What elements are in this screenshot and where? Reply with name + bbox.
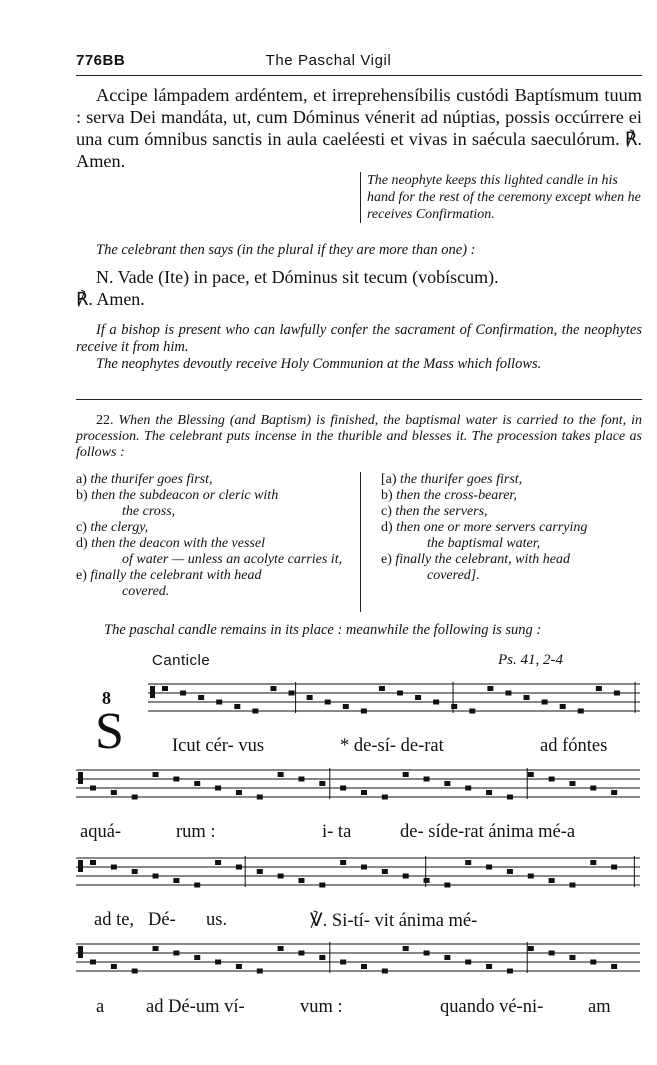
neume	[403, 772, 409, 777]
chant-syllables: am	[588, 997, 611, 1017]
neume	[289, 691, 295, 696]
prayer-paragraph: Accipe lámpadem ardéntem, et irreprehensíbilis custódi Baptísmum tuum : serva Dei mandáta, ut, cum Dóminus vénerit ad núptias, possis occúrrere ei una cum ómnibus sanctis in aula caeléesti et vivas in saécula saeculórum. ℟. Amen.	[76, 85, 642, 171]
neume	[307, 695, 313, 700]
neume	[415, 695, 421, 700]
clef	[150, 686, 155, 698]
chant-syllables: aquá-	[80, 822, 122, 842]
neume	[361, 964, 367, 969]
neume	[596, 686, 602, 691]
neume	[153, 772, 159, 777]
neume	[549, 878, 555, 883]
clef	[78, 860, 83, 872]
rubric-communion: The neophytes devoutly receive Holy Communion at the Mass which follows.	[96, 356, 542, 372]
neume	[465, 786, 471, 791]
neume	[257, 869, 263, 874]
neume	[611, 865, 617, 870]
neume	[444, 781, 450, 786]
neume	[278, 946, 284, 951]
neume	[216, 700, 222, 705]
neume	[549, 951, 555, 956]
neume	[270, 686, 276, 691]
procession-right-item: d) then one or more servers carrying the baptismal water,	[381, 520, 588, 551]
neume	[343, 704, 349, 709]
neume	[180, 691, 186, 696]
neume	[194, 955, 200, 960]
neume	[236, 865, 242, 870]
neume	[236, 964, 242, 969]
psalm-reference: Ps. 41, 2-4	[498, 652, 563, 668]
page-number: 776BB	[76, 52, 126, 69]
neume	[424, 951, 430, 956]
neume	[465, 960, 471, 965]
chant-syllables: quando vé-ni-	[440, 997, 544, 1017]
neume	[340, 786, 346, 791]
chant-syllables: i- ta	[322, 822, 352, 842]
canticle-label: Canticle	[152, 652, 211, 669]
neume	[397, 691, 403, 696]
side-note: The neophyte keeps this lighted candle in his hand for the rest of the ceremony except when he receives Confirmation.	[360, 172, 642, 223]
neume	[590, 786, 596, 791]
mode-number: 8	[102, 688, 111, 708]
neume	[487, 686, 493, 691]
neume	[111, 964, 117, 969]
neume	[578, 709, 584, 714]
neume	[424, 777, 430, 782]
neume	[528, 874, 534, 879]
vade-line: N. Vade (Ite) in pace, et Dóminus sit tecum (vobíscum).	[96, 267, 499, 287]
neume	[528, 946, 534, 951]
drop-cap: S	[95, 703, 124, 760]
neume	[451, 704, 457, 709]
neume	[507, 969, 513, 974]
procession-right-item: e) finally the celebrant, with head covered].	[381, 552, 570, 583]
neume	[361, 865, 367, 870]
neume	[379, 686, 385, 691]
neume	[173, 777, 179, 782]
procession-right-item: [a) the thurifer goes first,	[381, 472, 523, 487]
neume	[444, 883, 450, 888]
neume	[486, 790, 492, 795]
neume	[524, 695, 530, 700]
neume	[215, 960, 221, 965]
neume	[298, 878, 304, 883]
neume	[507, 795, 513, 800]
neume	[444, 955, 450, 960]
neume	[403, 946, 409, 951]
neume	[257, 969, 263, 974]
rubric-bishop: If a bishop is present who can lawfully confer the sacrament of Confirmation, the neophytes receive it from him.	[76, 322, 642, 355]
procession-left-item: c) the clergy,	[76, 520, 149, 535]
neume	[361, 790, 367, 795]
chant-syllables: ℣. Si-tí- vit ánima mé-	[310, 911, 478, 931]
chant-syllables: a	[96, 997, 105, 1017]
neume	[90, 786, 96, 791]
neume	[278, 772, 284, 777]
neume	[153, 946, 159, 951]
rubric-celebrant: The celebrant then says (in the plural if they are more than one) :	[96, 242, 476, 258]
neume	[361, 709, 367, 714]
neume	[590, 860, 596, 865]
section-22-number: 22.	[96, 413, 114, 428]
procession-left-item: a) the thurifer goes first,	[76, 472, 213, 487]
neume	[90, 860, 96, 865]
neume	[469, 709, 475, 714]
neume	[340, 960, 346, 965]
procession-left-item: e) finally the celebrant with head covered.	[76, 568, 262, 599]
chant-syllables: ad fóntes	[540, 736, 608, 756]
neume	[382, 795, 388, 800]
chant-syllables: * de-sí- de-rat	[340, 736, 444, 756]
neume	[486, 865, 492, 870]
neume	[194, 883, 200, 888]
neume	[234, 704, 240, 709]
neume	[319, 883, 325, 888]
neume	[433, 700, 439, 705]
neume	[569, 781, 575, 786]
neume	[486, 964, 492, 969]
rubric-paschal: The paschal candle remains in its place : meanwhile the following is sung :	[104, 622, 542, 638]
neume	[560, 704, 566, 709]
neume	[215, 860, 221, 865]
neume	[382, 969, 388, 974]
chant-syllables: vum :	[300, 997, 343, 1017]
neume	[424, 878, 430, 883]
procession-right-item: c) then the servers,	[381, 504, 488, 519]
neume	[507, 869, 513, 874]
neume	[298, 951, 304, 956]
neume	[132, 969, 138, 974]
chant-syllables: ad te,	[94, 910, 135, 930]
neume	[549, 777, 555, 782]
neume	[569, 883, 575, 888]
neume	[173, 951, 179, 956]
clef	[78, 946, 83, 958]
neume	[590, 960, 596, 965]
neume	[505, 691, 511, 696]
section-22: 22. When the Blessing (and Baptism) is finished, the baptismal water is carried to the font, in procession. The celebrant puts incense in the thurible and blesses it. The procession takes place as follows :	[76, 413, 642, 460]
neume	[614, 691, 620, 696]
vade-response: ℟. Amen.	[76, 289, 145, 309]
running-title: The Paschal Vigil	[265, 52, 392, 69]
clef	[78, 772, 83, 784]
neume	[236, 790, 242, 795]
procession-left-item: b) then the subdeacon or cleric with the cross,	[76, 488, 279, 519]
neume	[528, 772, 534, 777]
neume	[278, 874, 284, 879]
chant-syllables: de- síde-rat ánima mé-a	[400, 822, 576, 842]
chant-syllables: rum :	[176, 822, 216, 842]
procession-right-item: b) then the cross-bearer,	[381, 488, 517, 503]
neume	[542, 700, 548, 705]
neume	[198, 695, 204, 700]
neume	[611, 964, 617, 969]
neume	[90, 960, 96, 965]
chant-syllables: us.	[206, 910, 228, 930]
neume	[162, 686, 168, 691]
neume	[111, 865, 117, 870]
neume	[465, 860, 471, 865]
neume	[215, 786, 221, 791]
neume	[340, 860, 346, 865]
neume	[194, 781, 200, 786]
neume	[403, 874, 409, 879]
neume	[257, 795, 263, 800]
neume	[132, 795, 138, 800]
neume	[132, 869, 138, 874]
procession-left-item: d) then the deacon with the vessel of water — unless an acolyte carries it,	[76, 536, 343, 567]
chant-syllables: Icut cér- vus	[172, 736, 265, 756]
neume	[319, 955, 325, 960]
neume	[252, 709, 258, 714]
neume	[611, 790, 617, 795]
neume	[111, 790, 117, 795]
neume	[298, 777, 304, 782]
chant-syllables: Dé-	[148, 910, 176, 930]
neume	[153, 874, 159, 879]
neume	[382, 869, 388, 874]
neume	[569, 955, 575, 960]
neume	[319, 781, 325, 786]
neume	[325, 700, 331, 705]
neume	[173, 878, 179, 883]
chant-syllables: ad Dé-um ví-	[146, 997, 245, 1017]
